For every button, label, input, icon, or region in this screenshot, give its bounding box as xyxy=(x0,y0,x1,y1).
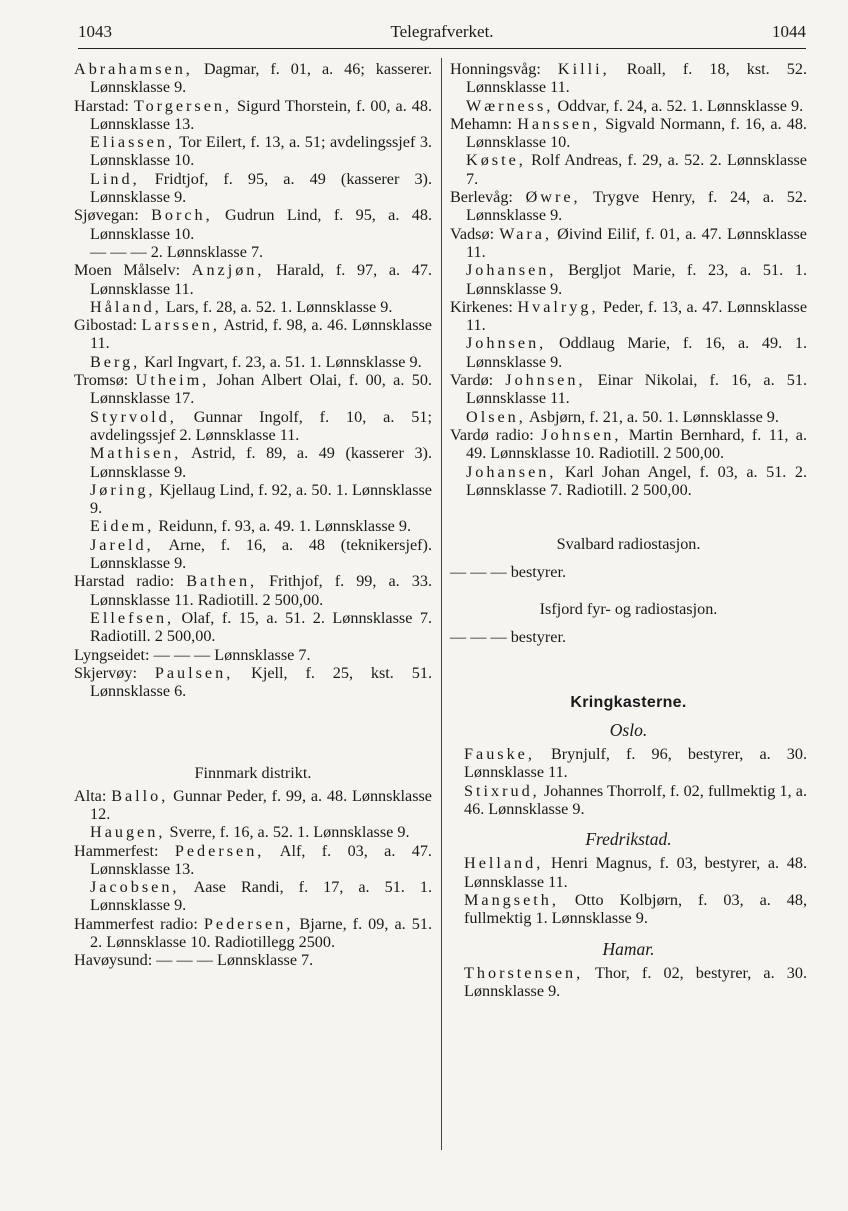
column-divider xyxy=(441,58,442,1150)
page-header xyxy=(78,22,806,50)
entry: Johnsen, Oddlaug Marie, f. 16, a. 49. 1. Lønnsklasse 9. xyxy=(466,334,807,371)
entry: Alta: Ballo, Gunnar Peder, f. 99, a. 48. Lønnsklasse 12. xyxy=(74,786,432,823)
entry: Wærness, Oddvar, f. 24, a. 52. 1. Lønnsklasse 9. xyxy=(466,96,804,115)
entry: Håland, Lars, f. 28, a. 52. 1. Lønnsklasse 9. xyxy=(90,297,393,316)
entry: Kirkenes: Hvalryg, Peder, f. 13, a. 47. Lønnsklasse 11. xyxy=(450,297,808,335)
entry: Harstad radio: Bathen, Frithjof, f. 99, a. 33. Lønnsklasse 11. Radiotill. 2 500,00. xyxy=(74,572,432,609)
entry: Sjøvegan: Borch, Gudrun Lind, f. 95, a. 48. Lønnsklasse 10. xyxy=(74,206,432,243)
entry: Honningsvåg: Killi, Roall, f. 18, kst. 52. Lønnsklasse 11. xyxy=(450,60,807,97)
entry: Jøring, Kjellaug Lind, f. 92, a. 50. 1. Lønnsklasse 9. xyxy=(90,480,432,518)
entry: Mehamn: Hanssen, Sigvald Normann, f. 16, a. 48. Lønnsklasse 10. xyxy=(450,114,807,152)
header-rule xyxy=(78,48,806,49)
entry: Berlevåg: Øwre, Trygve Henry, f. 24, a. 52. Lønnsklasse 9. xyxy=(450,188,808,225)
page-number-left: 1043 xyxy=(78,22,112,41)
city-heading-fredrikstad: Fredrikstad. xyxy=(585,829,672,850)
entry: Abrahamsen, Dagmar, f. 01, a. 46; kasserer. Lønnsklasse 9. xyxy=(74,60,432,97)
entry: Moen Målselv: Anzjøn, Harald, f. 97, a. 47. Lønnsklasse 11. xyxy=(74,261,432,298)
entry: Lind, Fridtjof, f. 95, a. 49 (kasserer 3). Lønnsklasse 9. xyxy=(90,169,432,207)
entry: Vardø: Johnsen, Einar Nikolai, f. 16, a. 51. Lønnsklasse 11. xyxy=(450,371,808,408)
running-title: Telegrafverket. xyxy=(390,22,494,41)
entry: Olsen, Asbjørn, f. 21, a. 50. 1. Lønnsklasse 9. xyxy=(466,407,779,426)
right-column xyxy=(450,60,807,1000)
entry: Ellefsen, Olaf, f. 15, a. 51. 2. Lønnsklasse 7. Radiotill. 2 500,00. xyxy=(90,608,432,646)
entry: Jacobsen, Aase Randi, f. 17, a. 51. 1. Lønnsklasse 9. xyxy=(90,878,432,915)
section-heading-kringkasterne: Kringkasterne. xyxy=(570,694,687,712)
entry: Mathisen, Astrid, f. 89, a. 49 (kasserer 3). Lønnsklasse 9. xyxy=(90,444,432,481)
entry: Johansen, Bergljot Marie, f. 23, a. 51. 1. Lønnsklasse 9. xyxy=(466,261,807,298)
entry: — — — bestyrer. xyxy=(450,628,566,647)
entry: Lyngseidet: — — — Lønnsklasse 7. xyxy=(74,645,311,664)
entry: Hammerfest: Pedersen, Alf, f. 03, a. 47. Lønnsklasse 13. xyxy=(74,841,432,878)
section-heading-isfjord: Isfjord fyr- og radiostasjon. xyxy=(539,599,718,618)
entry: Johansen, Karl Johan Angel, f. 03, a. 51. 2. Lønnsklasse 7. Radiotill. 2 500,00. xyxy=(466,462,807,499)
entry: Haugen, Sverre, f. 16, a. 52. 1. Lønnsklasse 9. xyxy=(90,823,410,842)
entry: Hammerfest radio: Pedersen, Bjarne, f. 09, a. 51. 2. Lønnsklasse 10. Radiotillegg 2500. xyxy=(74,914,432,952)
page-number-right: 1044 xyxy=(772,22,806,41)
entry: Stixrud, Johannes Thorrolf, f. 02, fullmektig 1, a. 46. Lønnsklasse 9. xyxy=(464,781,807,818)
entry: Mangseth, Otto Kolbjørn, f. 03, a. 48, fullmektig 1. Lønnsklasse 9. xyxy=(464,890,807,928)
entry: Eidem, Reidunn, f. 93, a. 49. 1. Lønnsklasse 9. xyxy=(90,517,412,536)
entry: Skjervøy: Paulsen, Kjell, f. 25, kst. 51. Lønnsklasse 6. xyxy=(74,663,432,701)
entry: Køste, Rolf Andreas, f. 29, a. 52. 2. Lønnsklasse 7. xyxy=(466,151,807,188)
entry: Helland, Henri Magnus, f. 03, bestyrer, a. 48. Lønnsklasse 11. xyxy=(464,854,807,891)
entry: Vardø radio: Johnsen, Martin Bernhard, f. 11, a. 49. Lønnsklasse 10. Radiotill. 2 500,00. xyxy=(450,425,807,463)
entry: Vadsø: Wara, Øivind Eilif, f. 01, a. 47. Lønnsklasse 11. xyxy=(450,224,807,261)
entry: Harstad: Torgersen, Sigurd Thorstein, f. 00, a. 48. Lønnsklasse 13. xyxy=(74,96,432,133)
entry: Berg, Karl Ingvart, f. 23, a. 51. 1. Lønnsklasse 9. xyxy=(90,352,422,371)
entry: Thorstensen, Thor, f. 02, bestyrer, a. 30. Lønnsklasse 9. xyxy=(464,963,807,1001)
entry: Fauske, Brynjulf, f. 96, bestyrer, a. 30. Lønnsklasse 11. xyxy=(464,744,807,782)
city-heading-hamar: Hamar. xyxy=(602,938,655,959)
entry: — — — bestyrer. xyxy=(450,563,566,582)
entry: — — — 2. Lønnsklasse 7. xyxy=(90,242,264,261)
section-heading-svalbard: Svalbard radiostasjon. xyxy=(556,535,701,554)
city-heading-oslo: Oslo. xyxy=(609,719,648,740)
entry: Havøysund: — — — Lønnsklasse 7. xyxy=(74,951,314,970)
entry: Tromsø: Utheim, Johan Albert Olai, f. 00, a. 50. Lønnsklasse 17. xyxy=(74,371,432,408)
entry: Jareld, Arne, f. 16, a. 48 (teknikersjef). Lønnsklasse 9. xyxy=(90,535,432,573)
entry: Styrvold, Gunnar Ingolf, f. 10, a. 51; avdelingssjef 2. Lønnsklasse 11. xyxy=(90,407,432,444)
left-column xyxy=(74,60,432,970)
entry: Gibostad: Larssen, Astrid, f. 98, a. 46. Lønnsklasse 11. xyxy=(74,316,432,353)
section-heading-finnmark: Finnmark distrikt. xyxy=(194,764,312,783)
entry: Eliassen, Tor Eilert, f. 13, a. 51; avdelingssjef 3. Lønnsklasse 10. xyxy=(90,133,432,170)
